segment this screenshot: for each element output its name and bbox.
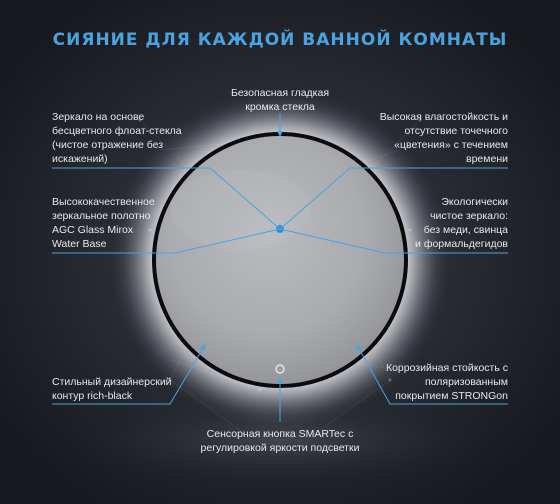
callout-bottom-center <box>170 427 390 455</box>
callout-line: Экологически <box>441 196 508 208</box>
callout-line: Зеркало на основе <box>52 111 145 123</box>
callout-line: бесцветного флоат-стекла <box>52 125 182 137</box>
callout-top-right <box>328 110 508 166</box>
callout-line: кромка стекла <box>245 101 315 113</box>
callout-line: Стильный дизайнерский <box>52 376 172 388</box>
callout-line: искажений) <box>52 153 108 165</box>
callout-line: отсутствие точечного <box>404 125 508 137</box>
callout-line: регулировкой яркости подсветки <box>200 442 360 454</box>
callout-line: AGC Glass Mirox <box>52 224 134 236</box>
callout-line: (чистое отражение без <box>52 139 164 151</box>
callout-line: Water Base <box>52 238 107 250</box>
callout-line: Высококачественное <box>52 196 155 208</box>
callout-line: без меди, свинца <box>423 224 508 236</box>
callout-bottom-left <box>52 375 172 403</box>
page-title: СИЯНИЕ ДЛЯ КАЖДОЙ ВАННОЙ КОМНАТЫ <box>52 30 508 50</box>
callout-line: Высокая влагостойкость и <box>379 111 508 123</box>
callout-line: времени <box>466 153 508 165</box>
callout-line: покрытием STRONGon <box>395 390 508 402</box>
callout-line: чистое зеркало: <box>430 210 508 222</box>
callout-mid-left <box>52 195 155 251</box>
callout-line: Безопасная гладкая <box>230 87 330 99</box>
callout-line: «цветения» с течением <box>394 139 508 151</box>
callout-line: контур rich-black <box>52 390 133 402</box>
callout-line: Сенсорная кнопка SMARTec с <box>206 428 354 440</box>
callout-line: Коррозийная стойкость с <box>385 362 508 374</box>
callout-mid-right <box>368 195 508 251</box>
callout-line: и формальдегидов <box>415 238 508 250</box>
callout-top-left <box>52 110 182 166</box>
callout-bottom-right <box>338 361 508 403</box>
callout-line: поляризованным <box>424 376 508 388</box>
callout-line: зеркальное полотно <box>52 210 151 222</box>
